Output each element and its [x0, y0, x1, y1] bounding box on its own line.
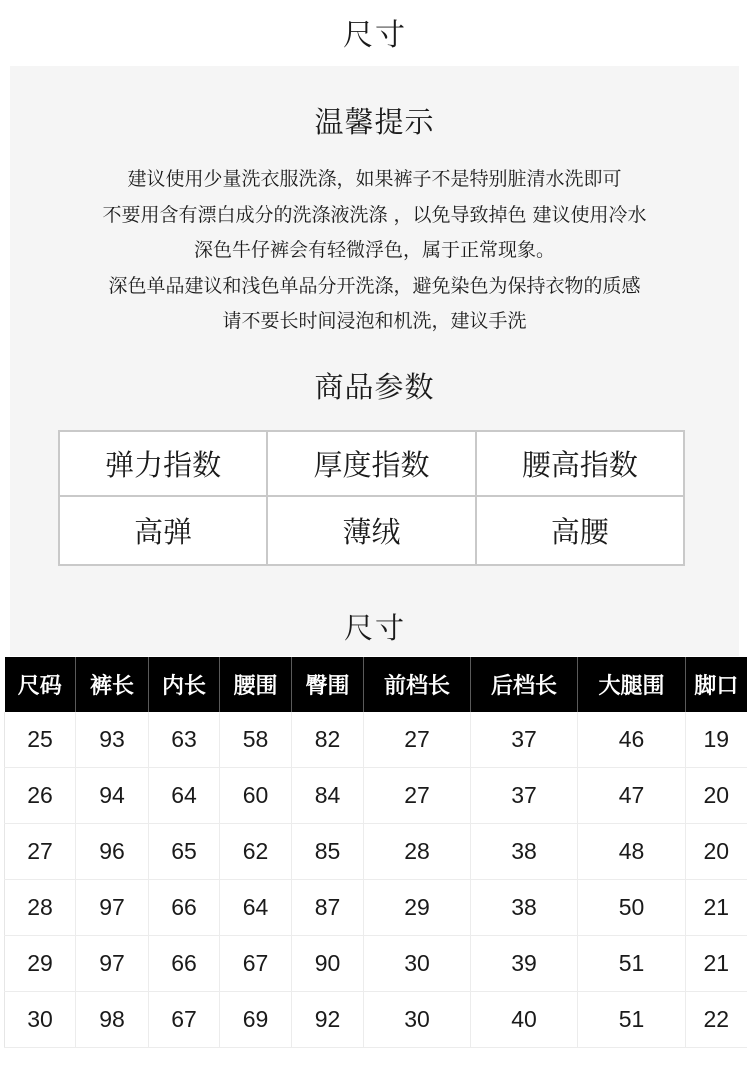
- size-header-cell: 内长: [149, 657, 220, 712]
- size-header-row: [5, 657, 747, 712]
- size-cell: 63: [149, 712, 220, 768]
- size-cell: 47: [578, 768, 686, 824]
- param-header-thickness: 厚度指数: [267, 431, 475, 496]
- size-cell: 92: [292, 992, 364, 1048]
- table-row: [5, 936, 747, 992]
- param-header-waist-height: 腰高指数: [476, 431, 684, 496]
- size-cell: 64: [149, 768, 220, 824]
- size-chart-table: [4, 657, 747, 1048]
- size-header-cell: 臀围: [292, 657, 364, 712]
- size-cell: 30: [364, 992, 471, 1048]
- size-header-cell: 尺码: [5, 657, 76, 712]
- tip-line: 深色单品建议和浅色单品分开洗涤，避免染色为保持衣物的质感: [108, 274, 641, 297]
- param-value-elasticity: 高弹: [59, 496, 267, 565]
- size-cell: 93: [76, 712, 149, 768]
- tips-heading: 温馨提示: [314, 105, 435, 139]
- size-cell: 21: [686, 880, 747, 936]
- tip-line: 请不要长时间浸泡和机洗，建议手洗: [222, 310, 527, 332]
- table-row: [5, 880, 747, 936]
- size-cell: 29: [364, 880, 471, 936]
- size-cell: 38: [471, 824, 578, 880]
- table-row: [5, 768, 747, 824]
- table-row: [5, 712, 747, 768]
- size-cell: 28: [364, 824, 471, 880]
- size-cell: 27: [364, 768, 471, 824]
- tips-list: [10, 162, 739, 340]
- params-header-row: [59, 431, 684, 496]
- params-heading: 商品参数: [314, 370, 435, 404]
- size-cell: 30: [5, 992, 76, 1048]
- page-title: 尺寸: [343, 18, 407, 53]
- size-header-cell: 前档长: [364, 657, 471, 712]
- size-chart-title: 尺寸: [343, 611, 406, 645]
- size-cell: 27: [364, 712, 471, 768]
- size-cell: 67: [149, 992, 220, 1048]
- tip-line: 不要用含有漂白成分的洗涤液洗涤 ，以免导致掉色 建议使用冷水: [102, 203, 647, 226]
- size-cell: 58: [220, 712, 292, 768]
- params-value-row: [59, 496, 684, 565]
- size-cell: 20: [686, 768, 747, 824]
- size-cell: 66: [149, 936, 220, 992]
- size-header-cell: 后档长: [471, 657, 578, 712]
- size-cell: 38: [471, 880, 578, 936]
- size-cell: 40: [471, 992, 578, 1048]
- table-row: [5, 824, 747, 880]
- size-cell: 26: [5, 768, 76, 824]
- size-cell: 82: [292, 712, 364, 768]
- size-cell: 96: [76, 824, 149, 880]
- size-cell: 19: [686, 712, 747, 768]
- size-cell: 69: [220, 992, 292, 1048]
- size-cell: 48: [578, 824, 686, 880]
- size-cell: 21: [686, 936, 747, 992]
- size-cell: 29: [5, 936, 76, 992]
- info-panel: [10, 66, 739, 656]
- size-cell: 66: [149, 880, 220, 936]
- param-header-elasticity: 弹力指数: [59, 431, 267, 496]
- size-cell: 46: [578, 712, 686, 768]
- size-cell: 94: [76, 768, 149, 824]
- size-cell: 62: [220, 824, 292, 880]
- size-cell: 25: [5, 712, 76, 768]
- size-cell: 50: [578, 880, 686, 936]
- size-cell: 67: [220, 936, 292, 992]
- params-table: [58, 430, 685, 566]
- size-cell: 98: [76, 992, 149, 1048]
- table-row: [5, 992, 747, 1048]
- size-cell: 37: [471, 712, 578, 768]
- size-cell: 51: [578, 936, 686, 992]
- size-cell: 65: [149, 824, 220, 880]
- tip-line: 建议使用少量洗衣服洗涤，如果裤子不是特别脏清水洗即可: [127, 168, 622, 190]
- size-header-cell: 脚口: [686, 657, 747, 712]
- size-cell: 97: [76, 880, 149, 936]
- size-cell: 51: [578, 992, 686, 1048]
- size-header-cell: 腰围: [220, 657, 292, 712]
- size-cell: 60: [220, 768, 292, 824]
- size-cell: 87: [292, 880, 364, 936]
- size-cell: 64: [220, 880, 292, 936]
- param-value-thickness: 薄绒: [267, 496, 475, 565]
- size-cell: 27: [5, 824, 76, 880]
- param-value-waist-height: 高腰: [476, 496, 684, 565]
- size-cell: 20: [686, 824, 747, 880]
- size-cell: 37: [471, 768, 578, 824]
- size-cell: 84: [292, 768, 364, 824]
- tip-line: 深色牛仔裤会有轻微浮色，属于正常现象。: [193, 239, 555, 261]
- size-cell: 39: [471, 936, 578, 992]
- size-cell: 30: [364, 936, 471, 992]
- size-cell: 22: [686, 992, 747, 1048]
- size-cell: 90: [292, 936, 364, 992]
- size-cell: 85: [292, 824, 364, 880]
- size-cell: 97: [76, 936, 149, 992]
- size-cell: 28: [5, 880, 76, 936]
- size-header-cell: 大腿围: [578, 657, 686, 712]
- size-header-cell: 裤长: [76, 657, 149, 712]
